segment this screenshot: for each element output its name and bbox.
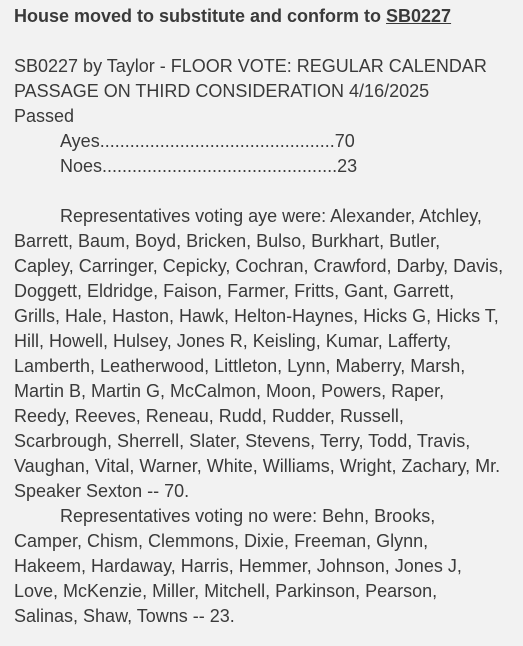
bill-link[interactable]: SB0227 [386,6,452,26]
vote-result: Passed [14,106,75,126]
noes-count: Noes...............................................23 [60,156,358,176]
no-voters-paragraph: Representatives voting no were: Behn, Brooks, Camper, Chism, Clemmons, Dixie, Freeman, Glynn, Hakeem, Hardaway, Harris, Hemmer, Johnson, Jones J, Love, McKenzie, Miller, Mitchell, Parkinson, Pearson, Salinas, Shaw, Towns -- 23. [14,506,462,626]
vote-block [14,54,513,179]
aye-voters-paragraph: Representatives voting aye were: Alexander, Atchley, Barrett, Baum, Boyd, Bricken, Bulso, Burkhart, Butler, Capley, Carringer, Cepicky, Cochran, Crawford, Darby, Davis, Doggett, Eldridge, Faison, Farmer, Fritts, Gant, Garrett, Grills, Hale, Haston, Hawk, Helton-Haynes, Hicks G, Hicks T, Hill, Howell, Hulsey, Jones R, Keisling, Kumar, Lafferty, Lamberth, Leatherwood, Littleton, Lynn, Maberry, Marsh, Martin B, Martin G, McCalmon, Moon, Powers, Raper, Reedy, Reeves, Reneau, Rudd, Rudder, Russell, Scarbrough, Sherrell, Slater, Stevens, Terry, Todd, Travis, Vaughan, Vital, Warner, White, Williams, Wright, Zachary, Mr. Speaker Sexton -- 70. [14,206,504,501]
action-text: House moved to substitute and conform to [14,6,387,26]
vote-title-line-1: SB0227 by Taylor - FLOOR VOTE: REGULAR CALENDAR [14,56,487,76]
spacer [14,179,513,204]
ayes-count: Ayes...............................................70 [60,131,355,151]
action-headline [14,4,513,29]
vote-title-line-2: PASSAGE ON THIRD CONSIDERATION 4/16/2025 [14,81,430,101]
